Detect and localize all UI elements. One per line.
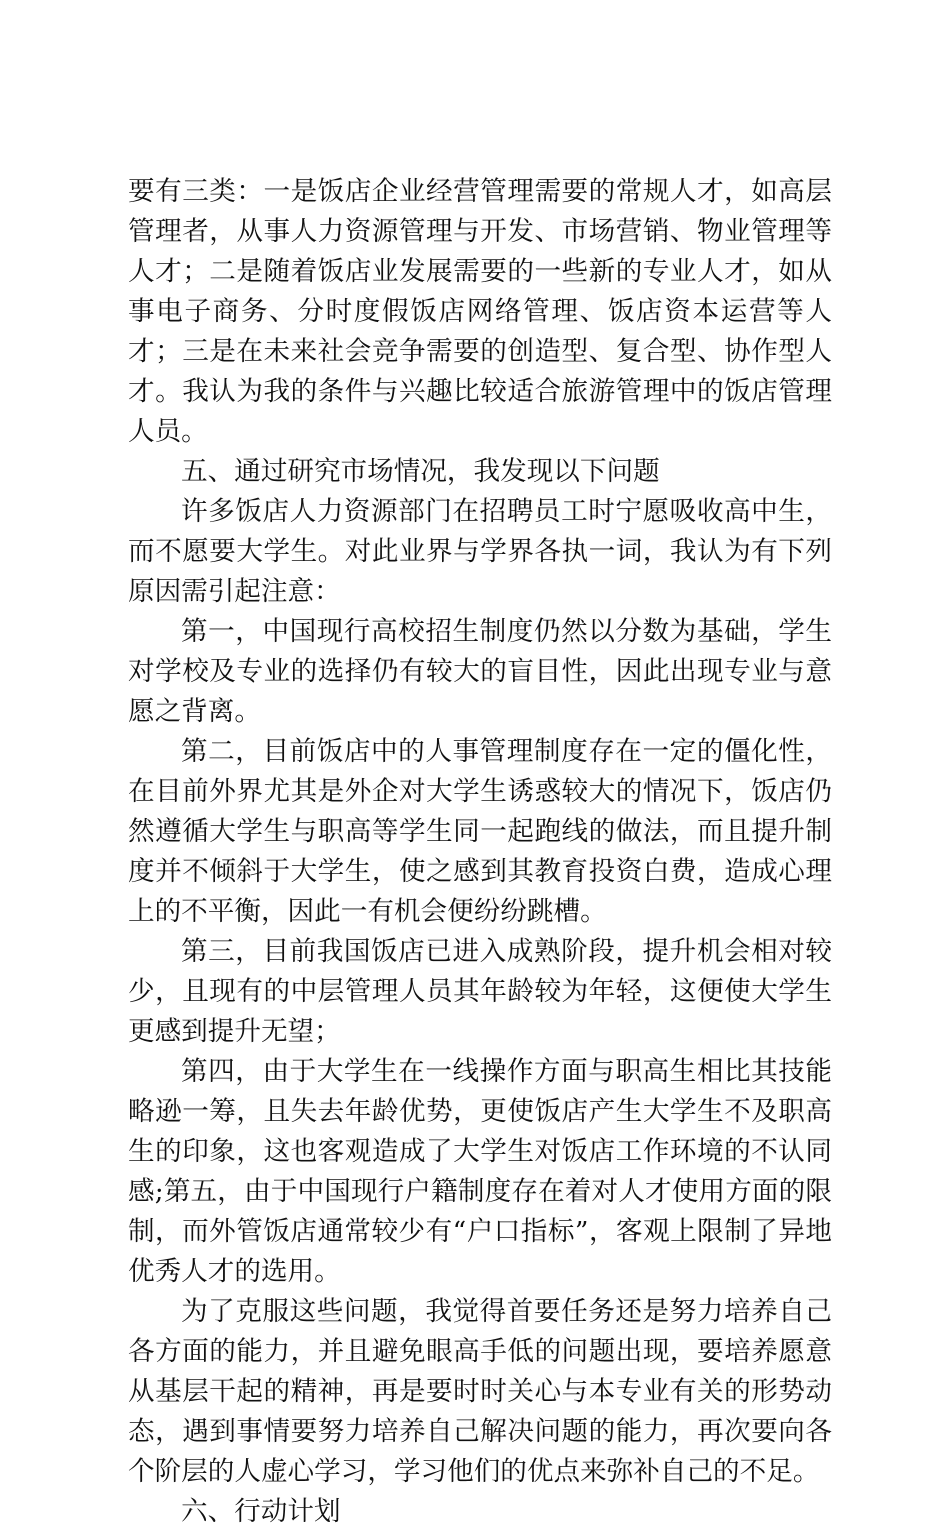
document-body: [128, 172, 832, 1532]
paragraph-reason-second: 第二，目前饭店中的人事管理制度存在一定的僵化性，在目前外界尤其是外企对大学生诱惑较大的情况下，饭店仍然遵循大学生与职高等学生同一起跑线的做法，而且提升制度并不倾斜于大学生，使之感到其教育投资白费，造成心理上的不平衡，因此一有机会便纷纷跳槽。: [128, 736, 832, 927]
paragraph-reason-first: 第一，中国现行高校招生制度仍然以分数为基础，学生对学校及专业的选择仍有较大的盲目性，因此出现专业与意愿之背离。: [128, 616, 832, 727]
paragraph-reason-third: 第三，目前我国饭店已进入成熟阶段，提升机会相对较少，且现有的中层管理人员其年龄较为年轻，这便使大学生更感到提升无望；: [128, 936, 832, 1047]
paragraph-overcoming-problems: 为了克服这些问题，我觉得首要任务还是努力培养自己各方面的能力，并且避免眼高手低的问题出现，要培养愿意从基层干起的精神，再是要时时关心与本专业有关的形势动态，遇到事情要努力培养自己解决问题的能力，再次要向各个阶层的人虚心学习，学习他们的优点来弥补自己的不足。: [128, 1296, 832, 1487]
section-heading-market-problems: 五、通过研究市场情况，我发现以下问题: [181, 456, 660, 487]
paragraph-talent-categories: 要有三类：一是饭店企业经营管理需要的常规人才，如高层管理者，从事人力资源管理与开发、市场营销、物业管理等人才；二是随着饭店业发展需要的一些新的专业人才，如从事电子商务、分时度假饭店网络管理、饭店资本运营等人才；三是在未来社会竞争需要的创造型、复合型、协作型人才。我认为我的条件与兴趣比较适合旅游管理中的饭店管理人员。: [128, 176, 832, 447]
paragraph-hiring-preference: 许多饭店人力资源部门在招聘员工时宁愿吸收高中生，而不愿要大学生。对此业界与学界各执一词，我认为有下列原因需引起注意：: [128, 496, 832, 607]
paragraph-reason-fourth-fifth: 第四，由于大学生在一线操作方面与职高生相比其技能略逊一筹，且失去年龄优势，更使饭店产生大学生不及职高生的印象，这也客观造成了大学生对饭店工作环境的不认同感;第五，由于中国现行户籍制度存在着对人才使用方面的限制，而外管饭店通常较少有“户口指标”，客观上限制了异地优秀人才的选用。: [128, 1056, 832, 1287]
section-heading-action-plan: 六、行动计划: [181, 1496, 341, 1527]
